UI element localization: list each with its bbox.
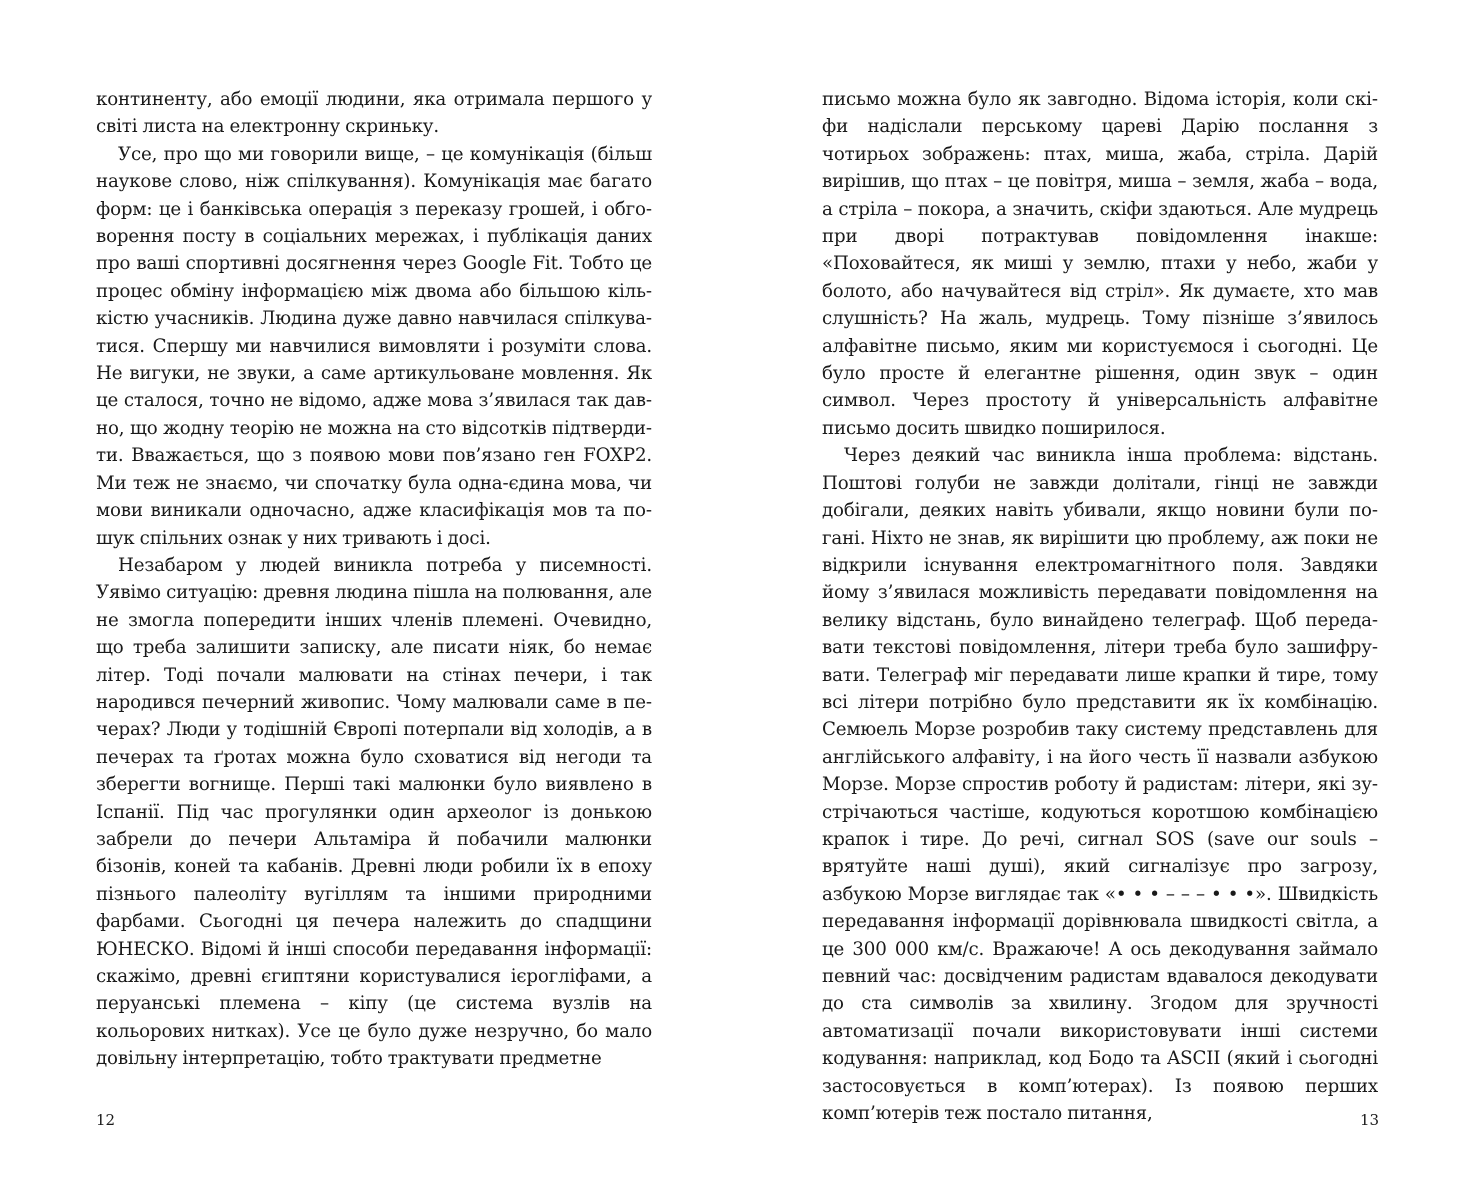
right-paragraph-2: Через деякий час виникла інша проблема: відстань. Поштові голуби не завжди долітали, гінці не завжди добігали, деяких навіть убивали, якщо новини були погані. Ніхто не знав, як вирішити цю проблему, аж поки не відкрили існування електромагнітного поля. Завдяки йому з’явилася можливість передавати повідомлення на велику відстань, було винайдено телеграф. Щоб передавати текстові повідомлення, літери треба було зашифрувати. Телеграф міг передавати лише крапки й тире, тому всі літери потрібно було представити як їх комбінацію. Семюель Морзе розробив таку систему представлень для англійського алфавіту, і на його честь її назвали азбукою Морзе. Морзе спростив роботу й радистам: літери, які зустрічаються частіше, кодуються коротшою комбінацією крапок і тире. До речі, сигнал SOS (save our souls – врятуйте наші душі), який сигналізує про загрозу, азбукою Морзе виглядає так «• • • – – – • • •». Швидкість передавання інформації дорівнювала швидкості світла, а це 300 000 км/с. Вражаюче! А ось декодування займало певний час: досвідченим радистам вдавалося декодувати до ста символів за хвилину. Згодом для зручності автоматизації почали використовувати інші системи кодування: наприклад, код Бодо та ASCII (який і сьогодні застосовується в комп’ютерах). Із появою перших комп’ютерів теж постало питання,	[822, 445, 1378, 1125]
left-paragraph-3: Незабаром у людей виникла потреба у писемності. Уявімо ситуацію: древня людина пішла на полювання, але не змогла попередити інших членів племені. Очевидно, що треба залишити записку, але писати ніяк, бо немає літер. Тоді почали малювати на стінах печери, і так народився печерний живопис. Чому малювали саме в печерах? Люди у тодішній Європі потерпали від холодів, а в печерах та ґротах можна було сховатися від негоди та зберегти вогнище. Перші такі малюнки було виявлено в Іспанії. Під час прогулянки один археолог із донькою забрели до печери Альтаміра й побачили малюнки бізонів, коней та кабанів. Древні люди робили їх в епоху пізнього палеоліту вугіллям та іншими природними фарбами. Сьогодні ця печера належить до спадщини ЮНЕСКО. Відомі й інші способи передавання інформації: скажімо, древні єгиптяни користувалися ієрогліфами, а перуанські племена – кіпу (це система вузлів на кольорових нитках). Усе це було дуже незручно, бо мало довільну інтерпретацію, тобто трактувати предметне	[96, 554, 652, 1070]
right-page	[822, 86, 1378, 1127]
right-page-number: 13	[1360, 1111, 1380, 1129]
right-paragraph-1: письмо можна було як завгодно. Відома історія, коли скіфи надіслали перському цареві Дарію послання з чотирьох зображень: птах, миша, жаба, стріла. Дарій вирішив, що птах – це повітря, миша – земля, жаба – вода, а стріла – покора, а значить, скіфи здаються. Але мудрець при дворі потрактував повідомлення інакше: «Поховайтеся, як миші у землю, птахи у небо, жаби у болото, або начувайтеся від стріл». Як думаєте, хто мав слушність? На жаль, мудрець. Тому пізніше з’явилось алфавітне письмо, яким ми користуємося і сьогодні. Це було просте й елегантне рішення, один звук – один символ. Через простоту й універсальність алфавітне письмо досить швидко поширилося.	[822, 89, 1378, 439]
left-paragraph-1: континенту, або емоції людини, яка отримала першого у світі листа на електронну скриньку.	[96, 89, 652, 138]
left-page-number: 12	[96, 1111, 116, 1129]
left-page	[96, 86, 652, 1073]
left-paragraph-2: Усе, про що ми говорили вище, – це комунікація (більш наукове слово, ніж спілкування). Комунікація має багато форм: це і банківська операція з переказу грошей, і обговорення посту в соціальних мережах, і публікація даних про ваші спортивні досягнення через Google Fit. Тобто це процес обміну інформацією між двома або більшою кількістю учасників. Людина дуже давно навчилася спілкуватися. Спершу ми навчилися вимовляти і розуміти слова. Не вигуки, не звуки, а саме артикульоване мовлення. Як це сталося, точно не відомо, адже мова з’явилася так давно, що жодну теорію не можна на сто відсотків підтвердити. Вважається, що з появою мови пов’язано ген FOXP2. Ми теж не знаємо, чи спочатку була одна-єдина мова, чи мови виникали одночасно, адже класифікація мов та пошук спільних ознак у них тривають і досі.	[96, 143, 652, 549]
